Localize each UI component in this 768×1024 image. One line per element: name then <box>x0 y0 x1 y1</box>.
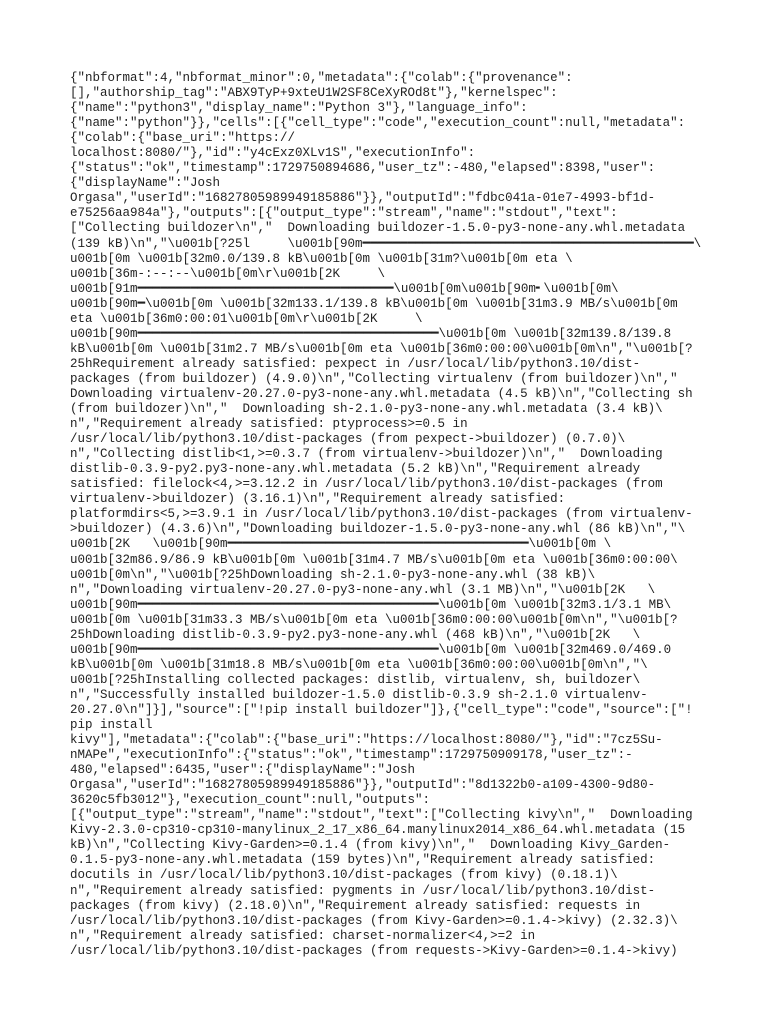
text-line: {"nbformat":4,"nbformat_minor":0,"metadata":{"colab":{"provenance": <box>70 71 573 85</box>
text-line: eta \u001b[36m0:00:01\u001b[0m\r\u001b[2K \ <box>70 311 423 326</box>
text-line: (from buildozer)\n"," Downloading sh-2.1.0-py3-none-any.whl.metadata (3.4 kB)\ <box>70 402 663 417</box>
notebook-json-text <box>70 71 710 959</box>
text-line: u001b[0m \u001b[32m0.0/139.8 kB\u001b[0m \u001b[31m?\u001b[0m eta \ <box>70 251 573 266</box>
text-line: n","Requirement already satisfied: pygments in /usr/local/lib/python3.10/dist- <box>70 883 656 898</box>
text-line: satisfied: filelock<4,>=3.12.2 in /usr/local/lib/python3.10/dist-packages (from <box>70 477 663 492</box>
text-line: n","Requirement already satisfied: ptyprocess>=0.5 in <box>70 417 468 432</box>
text-line: u001b[?25hInstalling collected packages: distlib, virtualenv, sh, buildozer\ <box>70 672 641 687</box>
text-line: u001b[0m\n","\u001b[?25hDownloading sh-2.1.0-py3-none-any.whl (38 kB)\ <box>70 567 596 582</box>
text-line: 0.1.5-py3-none-any.whl.metadata (159 bytes)\n","Requirement already satisfied: <box>70 853 656 868</box>
text-line: {"name":"python3","display_name":"Python 3"},"language_info": <box>70 101 528 116</box>
text-line: /usr/local/lib/python3.10/dist-packages (from requests->Kivy-Garden>=0.1.4->kivy) <box>70 943 678 958</box>
text-line: virtualenv->buildozer) (3.16.1)\n","Requirement already satisfied: <box>70 492 566 507</box>
text-line: >buildozer) (4.3.6)\n","Downloading buildozer-1.5.0-py3-none-any.whl (86 kB)\n","\ <box>70 522 686 537</box>
text-line: n","Successfully installed buildozer-1.5.0 distlib-0.3.9 sh-2.1.0 virtualenv- <box>70 687 648 702</box>
text-line: Orgasa","userId":"16827805989949185886"}},"outputId":"fdbc041a-01e7-4993-bf1d- <box>70 191 656 206</box>
text-line: kB\u001b[0m \u001b[31m2.7 MB/s\u001b[0m eta \u001b[36m0:00:00\u001b[0m\n","\u001b[? <box>70 341 693 356</box>
text-line: /usr/local/lib/python3.10/dist-packages (from pexpect->buildozer) (0.7.0)\ <box>70 432 626 447</box>
text-line: n","Requirement already satisfied: charset-normalizer<4,>=2 in <box>70 928 536 943</box>
text-line: n","Collecting distlib<1,>=0.3.7 (from virtualenv->buildozer)\n"," Downloading <box>70 447 663 462</box>
text-line: n","Downloading virtualenv-20.27.0-py3-none-any.whl (3.1 MB)\n","\u001b[2K \ <box>70 582 656 597</box>
text-line: 25hDownloading distlib-0.3.9-py2.py3-none-any.whl (468 kB)\n","\u001b[2K \ <box>70 627 641 642</box>
text-line: {"status":"ok","timestamp":1729750894686,"user_tz":-480,"elapsed":8398,"user": <box>70 161 656 176</box>
text-line: kB)\n","Collecting Kivy-Garden>=0.1.4 (from kivy)\n"," Downloading Kivy_Garden- <box>70 838 671 853</box>
text-line: u001b[0m \u001b[31m33.3 MB/s\u001b[0m eta \u001b[36m0:00:00\u001b[0m\n","\u001b[? <box>70 612 678 627</box>
text-line: {"displayName":"Josh <box>70 176 221 191</box>
text-line: 3620c5fb3012"},"execution_count":null,"outputs": <box>70 793 431 808</box>
text-line: ["Collecting buildozer\n"," Downloading buildozer-1.5.0-py3-none-any.whl.metadata <box>70 221 686 236</box>
text-line: u001b[91m━━━━━━━━━━━━━━━━━━━━━━━━━━━━━━━━━━\u001b[0m\u001b[90m╸\u001b[0m\ <box>70 281 619 296</box>
text-line: docutils in /usr/local/lib/python3.10/dist-packages (from kivy) (0.18.1)\ <box>70 868 618 883</box>
text-line: nMAPe","executionInfo":{"status":"ok","timestamp":1729750909178,"user_tz":- <box>70 748 633 763</box>
text-line: e75256aa984a"},"outputs":[{"output_type":"stream","name":"stdout","text": <box>70 206 618 221</box>
text-line: u001b[32m86.9/86.9 kB\u001b[0m \u001b[31m4.7 MB/s\u001b[0m eta \u001b[36m0:00:00\ <box>70 552 678 567</box>
text-line: packages (from kivy) (2.18.0)\n","Requirement already satisfied: requests in <box>70 898 641 913</box>
text-line: distlib-0.3.9-py2.py3-none-any.whl.metadata (5.2 kB)\n","Requirement already <box>70 462 641 477</box>
text-line: u001b[90m━━━━━━━━━━━━━━━━━━━━━━━━━━━━━━━━━━━━━━━━\u001b[0m \u001b[32m469.0/469.0 <box>70 642 672 657</box>
text-line: Orgasa","userId":"16827805989949185886"}},"outputId":"8d1322b0-a109-4300-9d80- <box>70 778 656 793</box>
text-line: Kivy-2.3.0-cp310-cp310-manylinux_2_17_x86_64.manylinux2014_x86_64.whl.metadata (15 <box>70 823 686 838</box>
text-line: packages (from buildozer) (4.9.0)\n","Collecting virtualenv (from buildozer)\n"," <box>70 371 678 386</box>
text-line: u001b[90m━\u001b[0m \u001b[32m133.1/139.8 kB\u001b[0m \u001b[31m3.9 MB/s\u001b[0m <box>70 296 678 311</box>
text-line: [],"authorship_tag":"ABX9TyP+9xteU1W2SF8CeXyROd8t"},"kernelspec": <box>70 86 558 101</box>
text-line: platformdirs<5,>=3.9.1 in /usr/local/lib/python3.10/dist-packages (from virtualenv- <box>70 507 693 522</box>
text-line: Downloading virtualenv-20.27.0-py3-none-any.whl.metadata (4.5 kB)\n","Collecting sh <box>70 386 693 401</box>
text-line: kB\u001b[0m \u001b[31m18.8 MB/s\u001b[0m eta \u001b[36m0:00:00\u001b[0m\n","\ <box>70 657 648 672</box>
text-line: u001b[90m━━━━━━━━━━━━━━━━━━━━━━━━━━━━━━━━━━━━━━━━\u001b[0m \u001b[32m3.1/3.1 MB\ <box>70 597 672 612</box>
text-line: u001b[90m━━━━━━━━━━━━━━━━━━━━━━━━━━━━━━━━━━━━━━━━\u001b[0m \u001b[32m139.8/139.8 <box>70 326 672 341</box>
text-line: {"name":"python"}},"cells":[{"cell_type":"code","execution_count":null,"metadata": <box>70 116 686 131</box>
text-line: localhost:8080/"},"id":"y4cExz0XLv1S","executionInfo": <box>70 146 476 161</box>
text-line: 480,"elapsed":6435,"user":{"displayName":"Josh <box>70 763 416 778</box>
text-line: u001b[36m-:--:--\u001b[0m\r\u001b[2K \ <box>70 266 386 281</box>
text-line: (139 kB)\n","\u001b[?25l \u001b[90m━━━━━━━━━━━━━━━━━━━━━━━━━━━━━━━━━━━━━━━━━━━━\ <box>70 236 702 251</box>
text-line: pip install <box>70 718 153 733</box>
text-line: [{"output_type":"stream","name":"stdout","text":["Collecting kivy\n"," Downloading <box>70 808 693 823</box>
text-line: {"colab":{"base_uri":"https:// <box>70 131 296 146</box>
text-line: 25hRequirement already satisfied: pexpect in /usr/local/lib/python3.10/dist- <box>70 356 641 371</box>
text-line: kivy"],"metadata":{"colab":{"base_uri":"https://localhost:8080/"},"id":"7cz5Su- <box>70 733 663 748</box>
text-line: 20.27.0\n"]}],"source":["!pip install buildozer"]},{"cell_type":"code","source":["! <box>70 702 693 717</box>
text-line: /usr/local/lib/python3.10/dist-packages (from Kivy-Garden>=0.1.4->kivy) (2.32.3)\ <box>70 913 678 928</box>
text-line: u001b[2K \u001b[90m━━━━━━━━━━━━━━━━━━━━━━━━━━━━━━━━━━━━━━━━\u001b[0m \ <box>70 537 612 552</box>
